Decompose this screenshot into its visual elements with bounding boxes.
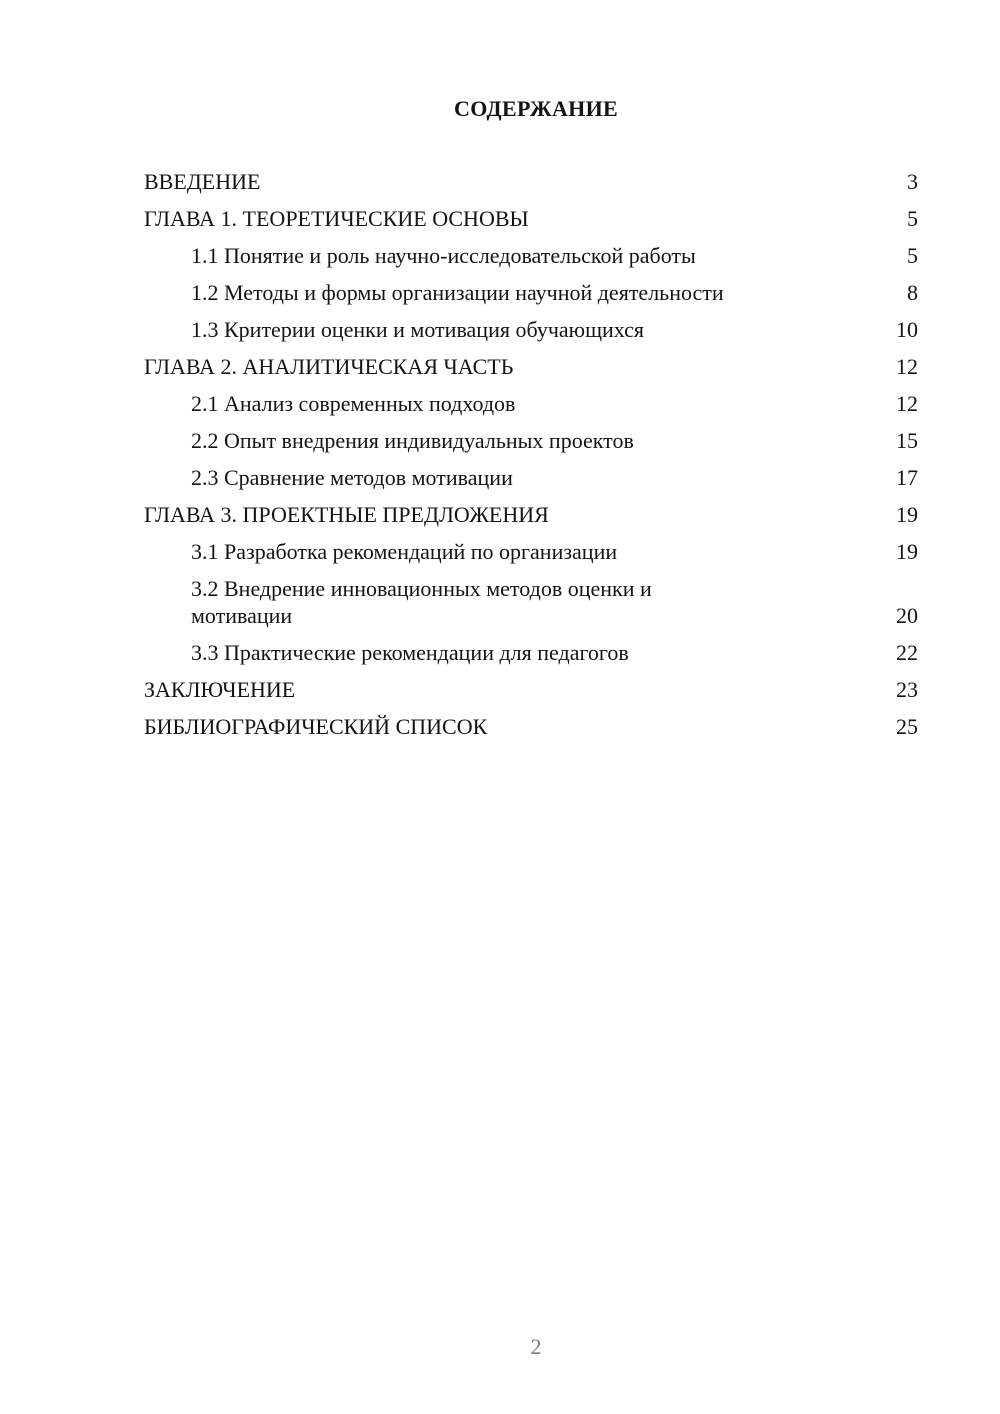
- toc-entry[interactable]: [144, 205, 918, 232]
- toc-entry-page: 20: [896, 603, 918, 628]
- toc-entry-page: 5: [907, 243, 918, 268]
- toc-entry-label: ГЛАВА 1. ТЕОРЕТИЧЕСКИЕ ОСНОВЫ: [144, 206, 529, 231]
- toc-subentry[interactable]: [144, 639, 918, 666]
- toc-entry-page: 12: [896, 391, 918, 416]
- toc-entry-label: 3.2 Внедрение инновационных методов оценки и мотивации: [191, 576, 652, 628]
- page-number: 2: [530, 1334, 542, 1359]
- toc-entry-label: 2.1 Анализ современных подходов: [191, 391, 516, 416]
- toc-subentry[interactable]: [144, 279, 918, 306]
- toc-entry-page: 8: [907, 280, 918, 305]
- toc-entry-label: ГЛАВА 3. ПРОЕКТНЫЕ ПРЕДЛОЖЕНИЯ: [144, 502, 549, 527]
- toc-entry[interactable]: [144, 168, 918, 195]
- toc-entry-label: 1.1 Понятие и роль научно-исследовательской работы: [191, 243, 696, 268]
- toc-entry-label: 1.2 Методы и формы организации научной деятельности: [191, 280, 724, 305]
- toc-entry[interactable]: [144, 501, 918, 528]
- toc-entry-page: 12: [896, 354, 918, 379]
- toc-entry-page: 19: [896, 539, 918, 564]
- toc-entry-page: 25: [896, 714, 918, 739]
- toc-entry-page: 10: [896, 317, 918, 342]
- toc-entry-page: 15: [896, 428, 918, 453]
- toc-subentry[interactable]: [144, 427, 918, 454]
- toc-entry-label: ЗАКЛЮЧЕНИЕ: [144, 677, 296, 702]
- toc-entry-label: 3.1 Разработка рекомендаций по организации: [191, 539, 618, 564]
- toc-entry-page: 22: [896, 640, 918, 665]
- toc-title: СОДЕРЖАНИЕ: [454, 96, 618, 121]
- toc-entry-label: ВВЕДЕНИЕ: [144, 169, 261, 194]
- toc-subentry[interactable]: [144, 242, 918, 269]
- toc-entry-label: БИБЛИОГРАФИЧЕСКИЙ СПИСОК: [144, 714, 488, 739]
- toc-entry[interactable]: [144, 713, 918, 740]
- toc-entry[interactable]: [144, 353, 918, 380]
- toc-subentry[interactable]: [144, 538, 918, 565]
- toc-entry-page: 3: [907, 169, 918, 194]
- toc-entry-page: 17: [896, 465, 918, 490]
- toc-subentry[interactable]: [144, 390, 918, 417]
- toc-entry-page: 5: [907, 206, 918, 231]
- toc-subentry[interactable]: [144, 316, 918, 343]
- toc-entry-page: 23: [896, 677, 918, 702]
- toc-subentry[interactable]: [144, 575, 918, 629]
- toc-entry-label: 3.3 Практические рекомендации для педагогов: [191, 640, 629, 665]
- toc-entry-label: ГЛАВА 2. АНАЛИТИЧЕСКАЯ ЧАСТЬ: [144, 354, 514, 379]
- toc-entry-label: 2.3 Сравнение методов мотивации: [191, 465, 513, 490]
- toc-entry-page: 19: [896, 502, 918, 527]
- toc-entry-label: 2.2 Опыт внедрения индивидуальных проектов: [191, 428, 634, 453]
- toc-entry-label: 1.3 Критерии оценки и мотивация обучающихся: [191, 317, 645, 342]
- table-of-contents: [144, 168, 918, 750]
- toc-subentry[interactable]: [144, 464, 918, 491]
- toc-entry[interactable]: [144, 676, 918, 703]
